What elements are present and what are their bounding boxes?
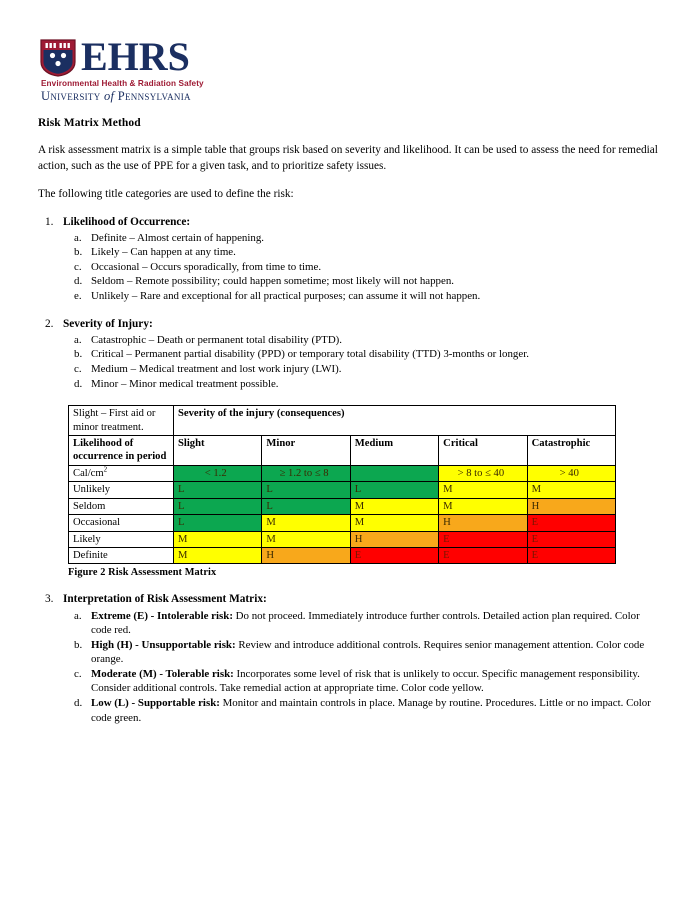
matrix-severity-header: Severity of the injury (consequences) bbox=[174, 406, 616, 436]
calcm-text: Cal/cm bbox=[73, 467, 104, 479]
matrix-cell: H bbox=[262, 547, 350, 563]
table-row bbox=[69, 482, 616, 498]
logo-row bbox=[40, 34, 340, 79]
matrix-col-slight: Slight bbox=[174, 436, 262, 466]
table-row-header-severity bbox=[69, 406, 616, 436]
list-item: Likely – Can happen at any time. bbox=[91, 246, 236, 259]
calcm-superscript: 2 bbox=[103, 465, 108, 474]
matrix-cell: L bbox=[174, 498, 262, 514]
matrix-cell: L bbox=[350, 482, 438, 498]
section-list-2 bbox=[38, 317, 658, 392]
matrix-cell: H bbox=[439, 515, 527, 531]
list-item: Seldom – Remote possibility; could happen sometime; most likely will not happen. bbox=[91, 275, 454, 288]
section-1 bbox=[63, 215, 658, 304]
matrix-cell: E bbox=[527, 531, 615, 547]
document-content bbox=[38, 117, 658, 727]
university-post: Pennsylvania bbox=[117, 89, 191, 103]
section-1-heading: Likelihood of Occurrence: bbox=[63, 215, 191, 228]
matrix-cell: M bbox=[174, 547, 262, 563]
list-item: Unlikely – Rare and exceptional for all practical purposes; can assume it will not happen. bbox=[91, 290, 481, 303]
logo-wordmark: EHRS bbox=[81, 34, 190, 79]
matrix-row-label: Definite bbox=[69, 547, 174, 563]
risk-matrix-table-wrap bbox=[68, 405, 616, 564]
matrix-cell: M bbox=[439, 482, 527, 498]
matrix-corner-note: Slight – First aid or minor treatment. bbox=[69, 406, 174, 436]
matrix-cell: L bbox=[262, 498, 350, 514]
interpretation-section bbox=[38, 592, 658, 725]
table-row-header-columns bbox=[69, 436, 616, 466]
university-of: of bbox=[103, 89, 115, 103]
table-row bbox=[69, 515, 616, 531]
matrix-col-minor: Minor bbox=[262, 436, 350, 466]
matrix-row-label: Unlikely bbox=[69, 482, 174, 498]
risk-assessment-matrix bbox=[68, 405, 616, 564]
list-item: Catastrophic – Death or permanent total disability (PTD). bbox=[91, 333, 343, 346]
matrix-col-catastrophic: Catastrophic bbox=[527, 436, 615, 466]
section-list-1 bbox=[38, 215, 658, 304]
matrix-cell: H bbox=[527, 498, 615, 514]
matrix-cell: M bbox=[350, 498, 438, 514]
matrix-row-label: Likely bbox=[69, 531, 174, 547]
section-3-items bbox=[63, 609, 658, 726]
section-list-3 bbox=[38, 592, 658, 725]
matrix-cell: L bbox=[262, 482, 350, 498]
matrix-row-label: Seldom bbox=[69, 498, 174, 514]
matrix-col-medium: Medium bbox=[350, 436, 438, 466]
logo-tagline: Environmental Health & Radiation Safety bbox=[41, 79, 204, 88]
section-2 bbox=[63, 317, 658, 392]
figure-caption: Figure 2 Risk Assessment Matrix bbox=[68, 567, 217, 579]
matrix-cell: L bbox=[174, 482, 262, 498]
list-item bbox=[91, 696, 658, 725]
matrix-cell: M bbox=[350, 515, 438, 531]
matrix-cell: ≥ 1.2 to ≤ 8 bbox=[262, 465, 350, 481]
matrix-cell: L bbox=[174, 515, 262, 531]
risk-level-text: Incorporates some level of risk that is unlikely to occur. Specific management responsibility. Consider additional controls. Take remedial action at appropriate time. Color code yellow. bbox=[91, 667, 640, 695]
matrix-cell: M bbox=[262, 531, 350, 547]
penn-shield-icon bbox=[40, 39, 76, 77]
section-1-items bbox=[63, 231, 658, 304]
matrix-cell: < 1.2 bbox=[174, 465, 262, 481]
section-3 bbox=[63, 592, 658, 725]
table-row bbox=[69, 547, 616, 563]
matrix-cell: M bbox=[527, 482, 615, 498]
risk-level-text: Do not proceed. Immediately introduce further controls. Detailed action plan required. Color code red. bbox=[91, 609, 640, 637]
matrix-cell: E bbox=[527, 515, 615, 531]
list-item: Occasional – Occurs sporadically, from time to time. bbox=[91, 260, 322, 273]
matrix-cell bbox=[350, 465, 438, 481]
matrix-cell: E bbox=[439, 531, 527, 547]
list-item: Definite – Almost certain of happening. bbox=[91, 231, 264, 244]
risk-level-text: Monitor and maintain controls in place. Manage by routine. Procedures. Little or no impact. Color code green. bbox=[91, 697, 651, 724]
lead-in-paragraph: The following title categories are used to define the risk: bbox=[38, 188, 294, 200]
risk-level-label-high: High (H) - Unsupportable risk: bbox=[91, 638, 236, 651]
risk-level-label-low: Low (L) - Supportable risk: bbox=[91, 697, 220, 710]
table-row bbox=[69, 531, 616, 547]
list-item: Medium – Medical treatment and lost work injury (LWI). bbox=[91, 363, 342, 376]
list-item bbox=[91, 638, 658, 667]
matrix-cell: E bbox=[350, 547, 438, 563]
list-item bbox=[91, 667, 658, 696]
matrix-cell: > 40 bbox=[527, 465, 615, 481]
section-spacer bbox=[38, 306, 658, 317]
list-item: Minor – Minor medical treatment possible. bbox=[91, 377, 279, 390]
university-pre: University bbox=[41, 89, 101, 103]
table-row-calcm bbox=[69, 465, 616, 481]
risk-level-text: Review and introduce additional controls. Requires senior management attention. Color code orange. bbox=[91, 638, 645, 666]
matrix-likelihood-header: Likelihood of occurrence in period bbox=[69, 436, 174, 466]
risk-level-label-extreme: Extreme (E) - Intolerable risk: bbox=[91, 609, 233, 622]
page-title: Risk Matrix Method bbox=[38, 117, 141, 129]
section-2-heading: Severity of Injury: bbox=[63, 317, 153, 330]
matrix-row-label: Occasional bbox=[69, 515, 174, 531]
matrix-cell: E bbox=[439, 547, 527, 563]
matrix-cell: E bbox=[527, 547, 615, 563]
table-row bbox=[69, 498, 616, 514]
section-3-heading: Interpretation of Risk Assessment Matrix: bbox=[63, 593, 267, 606]
section-2-items bbox=[63, 333, 658, 391]
intro-paragraph: A risk assessment matrix is a simple table that groups risk based on severity and likelihood. It can be used to assess the need for remedial action, such as the use of PPE for a given task, and to prioritize safety issues. bbox=[38, 144, 658, 172]
matrix-cell: M bbox=[262, 515, 350, 531]
matrix-cell: > 8 to ≤ 40 bbox=[439, 465, 527, 481]
logo-university bbox=[41, 89, 340, 104]
ehrs-logo bbox=[40, 34, 340, 104]
matrix-cell: M bbox=[439, 498, 527, 514]
matrix-col-critical: Critical bbox=[439, 436, 527, 466]
matrix-row-label-calcm bbox=[69, 465, 174, 481]
matrix-cell: M bbox=[174, 531, 262, 547]
risk-level-label-moderate: Moderate (M) - Tolerable risk: bbox=[91, 667, 234, 680]
list-item: Critical – Permanent partial disability (PPD) or temporary total disability (TTD) 3-months or longer. bbox=[91, 348, 529, 361]
list-item bbox=[91, 609, 658, 638]
matrix-cell: H bbox=[350, 531, 438, 547]
